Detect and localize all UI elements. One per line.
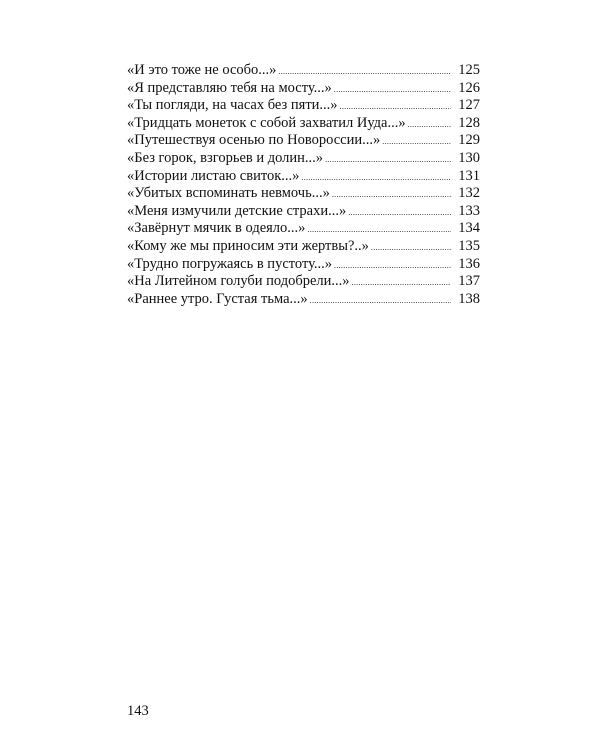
- toc-entry-title: «Без горок, взгорьев и долин...»: [127, 149, 324, 166]
- table-of-contents: [127, 62, 480, 308]
- toc-entry-title: «Трудно погружаясь в пустоту...»: [127, 255, 333, 272]
- dot-leader: [371, 239, 451, 257]
- toc-entry[interactable]: [127, 256, 480, 274]
- toc-entry-title: «Ты погляди, на часах без пяти...»: [127, 97, 338, 114]
- toc-entry[interactable]: [127, 238, 480, 256]
- toc-entry-title: «Путешествуя осенью по Новороссии...»: [127, 132, 381, 149]
- dot-leader: [301, 169, 451, 187]
- toc-entry-title: «Убитых вспоминать невмочь...»: [127, 185, 330, 202]
- toc-entry[interactable]: [127, 168, 480, 186]
- toc-entry-page: 130: [458, 149, 480, 166]
- toc-entry-page: 127: [458, 97, 480, 114]
- toc-entry-title: «Кому же мы приносим эти жертвы?..»: [127, 237, 369, 254]
- dot-leader: [352, 274, 451, 292]
- dot-leader: [340, 98, 451, 116]
- dot-leader: [310, 292, 451, 310]
- toc-entry-page: 132: [458, 185, 480, 202]
- toc-entry-page: 135: [458, 237, 480, 254]
- toc-entry-page: 134: [458, 220, 480, 237]
- dot-leader: [408, 116, 451, 134]
- toc-entry-page: 129: [458, 132, 480, 149]
- toc-entry-title: «Завёрнут мячик в одеяло...»: [127, 220, 306, 237]
- dot-leader: [348, 204, 451, 222]
- dot-leader: [278, 63, 451, 81]
- dot-leader: [307, 221, 451, 239]
- toc-entry-page: 126: [458, 79, 480, 96]
- toc-entry-page: 131: [458, 167, 480, 184]
- toc-entry-page: 128: [458, 114, 480, 131]
- toc-entry-page: 137: [458, 273, 480, 290]
- toc-entry-title: «Я представляю тебя на мосту...»: [127, 79, 332, 96]
- toc-entry-title: «И это тоже не особо...»: [127, 62, 277, 78]
- toc-entry[interactable]: [127, 220, 480, 238]
- page-number: 143: [127, 703, 149, 719]
- toc-entry-title: «Раннее утро. Густая тьма...»: [127, 290, 308, 307]
- toc-entry-page: 125: [458, 62, 480, 78]
- toc-entry[interactable]: [127, 185, 480, 203]
- toc-entry-title: «Тридцать монеток с собой захватил Иуда...»: [127, 114, 406, 131]
- toc-entry[interactable]: [127, 291, 480, 309]
- toc-entry-title: «Меня измучили детские страхи...»: [127, 202, 347, 219]
- toc-entry[interactable]: [127, 80, 480, 98]
- dot-leader: [325, 151, 451, 169]
- toc-entry-title: «На Литейном голуби подобрели...»: [127, 273, 350, 290]
- dot-leader: [334, 257, 451, 275]
- toc-entry[interactable]: [127, 115, 480, 133]
- toc-entry-page: 133: [458, 202, 480, 219]
- dot-leader: [334, 81, 451, 99]
- toc-entry[interactable]: [127, 132, 480, 150]
- toc-entry-title: «Истории листаю свиток...»: [127, 167, 300, 184]
- dot-leader: [382, 133, 451, 151]
- toc-entry[interactable]: [127, 203, 480, 221]
- toc-entry[interactable]: [127, 62, 480, 80]
- toc-entry[interactable]: [127, 150, 480, 168]
- dot-leader: [332, 186, 451, 204]
- toc-entry-page: 136: [458, 255, 480, 272]
- toc-entry[interactable]: [127, 97, 480, 115]
- toc-entry[interactable]: [127, 273, 480, 291]
- toc-entry-page: 138: [458, 290, 480, 307]
